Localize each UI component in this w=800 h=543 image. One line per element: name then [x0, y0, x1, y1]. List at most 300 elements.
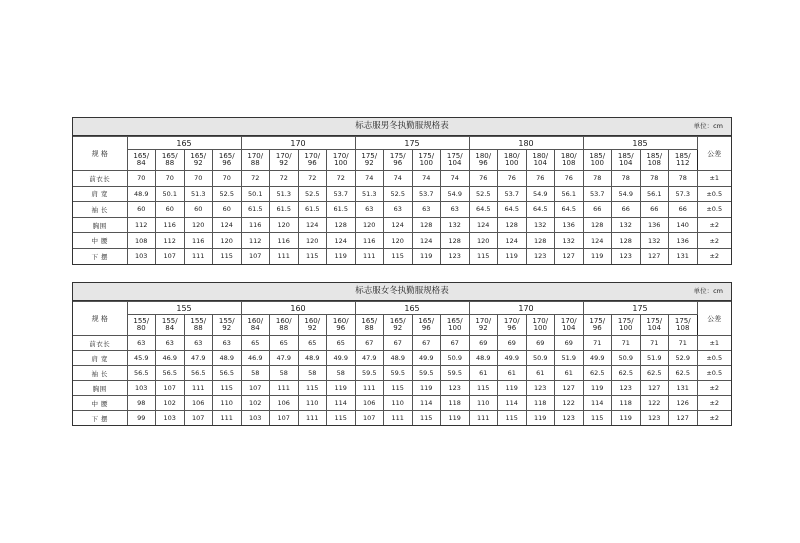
table-cell: 65 [270, 336, 299, 351]
size-height: 175/ [589, 316, 606, 325]
table-title-text: 标志服女冬执勤服规格表 [355, 286, 449, 296]
table-cell: 128 [327, 217, 356, 233]
size-chest: 96 [222, 159, 232, 167]
table-cell: 54.9 [612, 186, 641, 202]
table-cell: 102 [156, 396, 185, 411]
unit-label: 单位：cm [693, 122, 723, 130]
table-cell: 119 [583, 248, 612, 263]
size-chest: 96 [421, 324, 431, 332]
table-row [73, 381, 731, 396]
size-height: 170/ [475, 316, 492, 325]
table-cell: 48.9 [469, 351, 498, 366]
table-cell: 131 [669, 248, 698, 263]
table-cell: 107 [156, 248, 185, 263]
table-cell: 62.5 [669, 366, 698, 381]
size-height: 185/ [674, 151, 691, 160]
size-height: 170/ [560, 316, 577, 325]
table-cell: 115 [469, 248, 498, 263]
size-height: 165/ [161, 151, 178, 160]
height-group-header: 165 [127, 137, 241, 150]
table-cell: 110 [298, 396, 327, 411]
table-cell: 76 [498, 171, 527, 187]
table-cell: 110 [384, 396, 413, 411]
table-cell: 56.5 [156, 366, 185, 381]
spec-label: 规 格 [73, 137, 127, 171]
size-header [156, 150, 185, 171]
table-cell: 111 [270, 248, 299, 263]
size-header [498, 315, 527, 336]
row-label: 前衣长 [73, 171, 127, 187]
table-cell: 63 [412, 202, 441, 218]
table-cell: 49.9 [583, 351, 612, 366]
tolerance-cell: ±0.5 [697, 186, 731, 202]
table-cell: 64.5 [469, 202, 498, 218]
size-header [184, 150, 213, 171]
table-cell: 127 [640, 381, 669, 396]
table-cell: 45.9 [127, 351, 156, 366]
size-header [441, 315, 470, 336]
table-cell: 107 [184, 411, 213, 426]
size-height: 180/ [475, 151, 492, 160]
table-row [73, 248, 731, 263]
size-height: 170/ [332, 151, 349, 160]
table-cell: 59.5 [355, 366, 384, 381]
header-row-sizes [73, 150, 731, 171]
table-cell: 116 [355, 233, 384, 249]
size-chest: 92 [364, 159, 374, 167]
table-cell: 119 [327, 248, 356, 263]
table-cell: 59.5 [441, 366, 470, 381]
size-header [555, 315, 584, 336]
table-cell: 53.7 [412, 186, 441, 202]
table-cell: 115 [384, 381, 413, 396]
size-height: 175/ [674, 316, 691, 325]
size-height: 180/ [532, 151, 549, 160]
table-cell: 128 [612, 233, 641, 249]
table-cell: 128 [498, 217, 527, 233]
size-chest: 84 [165, 324, 175, 332]
table-cell: 107 [156, 381, 185, 396]
size-height: 155/ [133, 316, 150, 325]
tolerance-cell: ±0.5 [697, 351, 731, 366]
table-cell: 52.5 [384, 186, 413, 202]
size-header [241, 150, 270, 171]
table-cell: 124 [327, 233, 356, 249]
size-chest: 84 [250, 324, 260, 332]
table-cell: 58 [241, 366, 270, 381]
table-cell: 64.5 [526, 202, 555, 218]
size-chest: 88 [279, 324, 289, 332]
table-cell: 61 [555, 366, 584, 381]
spec-grid [73, 136, 731, 264]
tolerance-label: 公差 [697, 302, 731, 336]
table-cell: 120 [469, 233, 498, 249]
tolerance-cell: ±2 [697, 381, 731, 396]
size-chest: 100 [334, 159, 348, 167]
size-chest: 100 [590, 159, 604, 167]
table-cell: 123 [526, 381, 555, 396]
table-cell: 52.9 [669, 351, 698, 366]
size-chest: 92 [393, 324, 403, 332]
size-height: 175/ [361, 151, 378, 160]
table-cell: 58 [270, 366, 299, 381]
size-height: 165/ [133, 151, 150, 160]
table-cell: 114 [327, 396, 356, 411]
table-cell: 119 [612, 411, 641, 426]
table-cell: 106 [270, 396, 299, 411]
table-cell: 50.1 [241, 186, 270, 202]
tolerance-cell: ±1 [697, 171, 731, 187]
table-cell: 132 [612, 217, 641, 233]
table-cell: 50.9 [612, 351, 641, 366]
size-chest: 104 [533, 159, 547, 167]
table-row [73, 171, 731, 187]
size-header [669, 315, 698, 336]
table-cell: 114 [412, 396, 441, 411]
table-cell: 48.9 [384, 351, 413, 366]
table-cell: 116 [184, 233, 213, 249]
table-cell: 62.5 [583, 366, 612, 381]
size-header [583, 150, 612, 171]
table-cell: 61.5 [270, 202, 299, 218]
table-cell: 131 [669, 381, 698, 396]
header-row-heights [73, 137, 731, 150]
table-cell: 111 [298, 411, 327, 426]
row-label: 中 腰 [73, 233, 127, 249]
size-chest: 80 [136, 324, 146, 332]
tolerance-cell: ±1 [697, 336, 731, 351]
table-cell: 54.9 [526, 186, 555, 202]
size-height: 175/ [446, 151, 463, 160]
women-spec-table [72, 282, 732, 426]
size-height: 180/ [503, 151, 520, 160]
table-title [73, 118, 731, 136]
size-header [469, 315, 498, 336]
table-cell: 53.7 [498, 186, 527, 202]
size-height: 165/ [190, 151, 207, 160]
size-chest: 108 [562, 159, 576, 167]
height-group-header: 165 [355, 302, 469, 315]
table-cell: 103 [156, 411, 185, 426]
table-cell: 115 [213, 248, 242, 263]
header-row-sizes [73, 315, 731, 336]
spec-label: 规 格 [73, 302, 127, 336]
table-cell: 59.5 [412, 366, 441, 381]
table-cell: 111 [184, 248, 213, 263]
table-cell: 120 [355, 217, 384, 233]
size-header [384, 315, 413, 336]
table-row [73, 217, 731, 233]
size-chest: 104 [448, 159, 462, 167]
table-cell: 56.5 [184, 366, 213, 381]
size-chest: 96 [393, 159, 403, 167]
table-cell: 124 [213, 217, 242, 233]
size-height: 165/ [218, 151, 235, 160]
tolerance-cell: ±2 [697, 396, 731, 411]
table-cell: 47.9 [355, 351, 384, 366]
table-cell: 67 [412, 336, 441, 351]
tolerance-cell: ±2 [697, 248, 731, 263]
row-label: 胸围 [73, 217, 127, 233]
size-height: 160/ [332, 316, 349, 325]
table-cell: 53.7 [327, 186, 356, 202]
size-chest: 96 [592, 324, 602, 332]
table-cell: 118 [612, 396, 641, 411]
table-cell: 123 [441, 248, 470, 263]
table-cell: 118 [441, 396, 470, 411]
table-cell: 115 [213, 381, 242, 396]
table-cell: 107 [241, 381, 270, 396]
table-cell: 120 [384, 233, 413, 249]
size-header [156, 315, 185, 336]
size-header [412, 315, 441, 336]
size-header [355, 315, 384, 336]
size-chest: 100 [533, 324, 547, 332]
table-cell: 127 [555, 248, 584, 263]
table-cell: 60 [156, 202, 185, 218]
table-cell: 119 [498, 381, 527, 396]
table-cell: 65 [241, 336, 270, 351]
table-cell: 123 [441, 381, 470, 396]
table-cell: 116 [270, 233, 299, 249]
table-cell: 51.3 [355, 186, 384, 202]
size-header [127, 150, 156, 171]
table-cell: 71 [612, 336, 641, 351]
table-cell: 119 [412, 381, 441, 396]
table-cell: 50.9 [441, 351, 470, 366]
size-chest: 96 [478, 159, 488, 167]
table-cell: 115 [298, 248, 327, 263]
row-label: 前衣长 [73, 336, 127, 351]
table-cell: 111 [384, 411, 413, 426]
table-cell: 102 [241, 396, 270, 411]
size-chest: 84 [136, 159, 146, 167]
size-chest: 88 [193, 324, 203, 332]
size-header [213, 315, 242, 336]
table-cell: 123 [612, 248, 641, 263]
table-cell: 120 [213, 233, 242, 249]
table-cell: 103 [127, 248, 156, 263]
row-label: 肩 宽 [73, 186, 127, 202]
table-cell: 127 [669, 411, 698, 426]
table-cell: 103 [241, 411, 270, 426]
size-height: 170/ [304, 151, 321, 160]
table-cell: 48.9 [213, 351, 242, 366]
table-cell: 123 [526, 248, 555, 263]
size-header [270, 150, 299, 171]
size-chest: 92 [307, 324, 317, 332]
size-height: 170/ [247, 151, 264, 160]
table-cell: 60 [184, 202, 213, 218]
tolerance-cell: ±2 [697, 217, 731, 233]
tolerance-label: 公差 [697, 137, 731, 171]
size-height: 165/ [389, 316, 406, 325]
table-cell: 51.3 [184, 186, 213, 202]
table-cell: 103 [127, 381, 156, 396]
spec-grid [73, 301, 731, 425]
table-cell: 58 [298, 366, 327, 381]
table-cell: 67 [441, 336, 470, 351]
table-cell: 74 [355, 171, 384, 187]
height-group-header: 155 [127, 302, 241, 315]
table-cell: 122 [640, 396, 669, 411]
table-cell: 112 [241, 233, 270, 249]
size-header [213, 150, 242, 171]
size-height: 165/ [361, 316, 378, 325]
table-cell: 136 [669, 233, 698, 249]
table-cell: 118 [526, 396, 555, 411]
size-height: 155/ [190, 316, 207, 325]
table-cell: 70 [156, 171, 185, 187]
table-cell: 67 [384, 336, 413, 351]
size-height: 170/ [503, 316, 520, 325]
table-cell: 115 [412, 411, 441, 426]
size-height: 155/ [161, 316, 178, 325]
table-cell: 72 [241, 171, 270, 187]
table-row [73, 396, 731, 411]
size-chest: 100 [619, 324, 633, 332]
table-cell: 47.9 [184, 351, 213, 366]
table-cell: 62.5 [640, 366, 669, 381]
size-header [412, 150, 441, 171]
size-header [640, 315, 669, 336]
table-cell: 106 [184, 396, 213, 411]
tolerance-cell: ±2 [697, 233, 731, 249]
table-cell: 78 [669, 171, 698, 187]
tolerance-cell: ±0.5 [697, 366, 731, 381]
table-cell: 70 [184, 171, 213, 187]
table-cell: 61.5 [241, 202, 270, 218]
size-chest: 100 [505, 159, 519, 167]
row-label: 下 摆 [73, 248, 127, 263]
table-cell: 123 [640, 411, 669, 426]
table-cell: 64.5 [498, 202, 527, 218]
table-cell: 69 [498, 336, 527, 351]
table-cell: 63 [156, 336, 185, 351]
table-cell: 114 [583, 396, 612, 411]
size-header [127, 315, 156, 336]
size-header [270, 315, 299, 336]
table-cell: 51.9 [555, 351, 584, 366]
table-cell: 98 [127, 396, 156, 411]
table-cell: 49.9 [327, 351, 356, 366]
table-cell: 49.9 [498, 351, 527, 366]
table-cell: 61.5 [298, 202, 327, 218]
size-height: 185/ [589, 151, 606, 160]
table-cell: 120 [184, 217, 213, 233]
table-cell: 124 [583, 233, 612, 249]
table-cell: 63 [384, 202, 413, 218]
table-cell: 128 [412, 217, 441, 233]
size-chest: 96 [336, 324, 346, 332]
size-chest: 96 [507, 324, 517, 332]
table-cell: 119 [526, 411, 555, 426]
table-cell: 51.3 [270, 186, 299, 202]
table-cell: 112 [127, 217, 156, 233]
height-group-header: 170 [469, 302, 583, 315]
size-chest: 112 [676, 159, 690, 167]
size-height: 155/ [218, 316, 235, 325]
size-chest: 92 [279, 159, 289, 167]
table-cell: 76 [469, 171, 498, 187]
size-chest: 92 [478, 324, 488, 332]
table-cell: 63 [184, 336, 213, 351]
table-cell: 52.5 [469, 186, 498, 202]
size-chest: 92 [193, 159, 203, 167]
size-chest: 108 [647, 159, 661, 167]
table-cell: 66 [640, 202, 669, 218]
row-label: 袖 长 [73, 202, 127, 218]
table-row [73, 336, 731, 351]
size-header [640, 150, 669, 171]
table-cell: 50.1 [156, 186, 185, 202]
table-cell: 110 [213, 396, 242, 411]
table-cell: 60 [127, 202, 156, 218]
size-header [555, 150, 584, 171]
table-title-text: 标志服男冬执勤服规格表 [355, 121, 449, 131]
size-header [184, 315, 213, 336]
size-header [441, 150, 470, 171]
table-cell: 61.5 [327, 202, 356, 218]
table-cell: 63 [355, 202, 384, 218]
table-cell: 70 [213, 171, 242, 187]
table-cell: 56.1 [640, 186, 669, 202]
size-height: 185/ [646, 151, 663, 160]
size-header [526, 315, 555, 336]
size-height: 160/ [247, 316, 264, 325]
table-cell: 110 [469, 396, 498, 411]
table-cell: 64.5 [555, 202, 584, 218]
size-height: 170/ [532, 316, 549, 325]
table-cell: 115 [327, 411, 356, 426]
table-cell: 115 [498, 411, 527, 426]
table-cell: 60 [213, 202, 242, 218]
unit-label: 单位：cm [693, 287, 723, 295]
table-cell: 74 [384, 171, 413, 187]
table-cell: 128 [583, 217, 612, 233]
table-cell: 69 [526, 336, 555, 351]
size-header [355, 150, 384, 171]
table-cell: 132 [640, 233, 669, 249]
table-cell: 112 [156, 233, 185, 249]
table-cell: 126 [669, 396, 698, 411]
table-cell: 111 [355, 381, 384, 396]
size-height: 160/ [275, 316, 292, 325]
size-height: 175/ [389, 151, 406, 160]
table-cell: 115 [384, 248, 413, 263]
table-cell: 127 [555, 381, 584, 396]
size-header [298, 315, 327, 336]
table-cell: 120 [270, 217, 299, 233]
size-height: 160/ [304, 316, 321, 325]
table-cell: 53.7 [583, 186, 612, 202]
height-group-header: 170 [241, 137, 355, 150]
table-cell: 71 [669, 336, 698, 351]
size-header [384, 150, 413, 171]
size-height: 165/ [446, 316, 463, 325]
height-group-header: 180 [469, 137, 583, 150]
table-cell: 63 [213, 336, 242, 351]
table-cell: 61 [498, 366, 527, 381]
table-cell: 136 [555, 217, 584, 233]
height-group-header: 175 [583, 302, 697, 315]
table-cell: 78 [612, 171, 641, 187]
table-cell: 76 [555, 171, 584, 187]
table-cell: 132 [441, 217, 470, 233]
table-cell: 48.9 [127, 186, 156, 202]
table-cell: 127 [640, 248, 669, 263]
table-cell: 52.5 [298, 186, 327, 202]
